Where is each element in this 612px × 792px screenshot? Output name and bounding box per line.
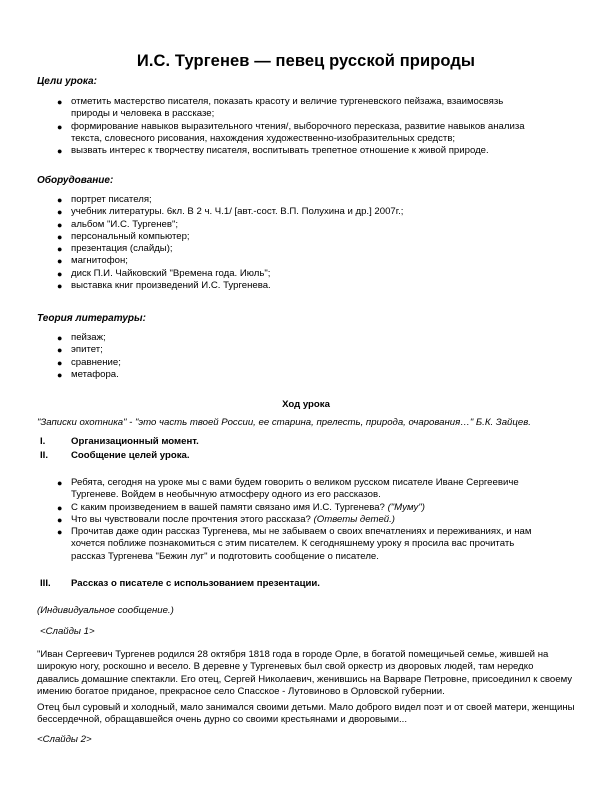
bullet-icon: ● <box>57 207 63 218</box>
equipment-list <box>0 194 533 292</box>
document-page: И.С. Тургенев — певец русской природы Цели урока: ● отметить мастерство писателя, показать красоту и величие тургеневского пейзажа, взаимосвязь природы и человека в рассказе; ● формирование навыков выразительного чтения/, выборочного пересказа, развитие навыков анализа текста, словесного рисования, нахождения художественно-изобразительных средств; ● вызвать интерес к творчеству писателя, воспитывать трепетное отношение к живой природе. Оборудование: ● портрет писателя; ● учебник литературы. 6кл. В 2 ч. Ч.1/ [авт.-сост. В.П. Полухина и др.] 2007г.; ● альбом "И.С. Тургенев"; ● персональный компьютер; ● презентация (слайды); ● магнитофон; ● диск П.И. Чайковский "Времена года. Июль"; ● выставка книг произведений И.С. Тургенева. Теория литературы: ● пейзаж; ● эпитет; ● сравнение; ● метафора. Ход урока "Записки охотника" - "это часть твоей России, ее старина, прелесть, природа, очарования…" Б.К. Зайцев. I. Организационный момент. II. Сообщение целей урока. ● Ребята, сегодня на уроке мы с вами будем говорить о великом русском писателе Иване Сергеевиче Тургеневе. Войдем в необычную атмосферу одного из его рассказов. ● С каким произведением в вашей памяти связано имя И.С. Тургенева? ("Муму") ● Что вы чувствовали после прочтения этого рассказа? (Ответы детей.) ● Прочитав даже один рассказ Тургенева, мы не забываем о своих впечатлениях и переживаниях, и нам хочется поближе познакомиться с этим писателем. К сегодняшнему уроку я просила вас прочитать рассказ Тургенева "Бежин луг" и подготовить сообщение о писателе. III. Рассказ о писателе с использованием презентации. (Индивидуальное сообщение.) <Слайды 1> "Иван Сергеевич Тургенев родился 28 октября 1818 года в городе Орле, в богатой помещичьей семье, жившей на широкую ногу, роскошно и весело. В деревне у Тургеневых был свой оркестр из дворовых людей, там нередко давались домашние спектакли. Его отец, Сергей Николаевич, женившись на Варваре Петровне, присоединил к своему имению богатое приданое, прекрасное село Спасское - Лутовиново в Орловской губернии. Отец был суровый и холодный, мало занимался своими детьми. Мало доброго видел поэт и от своей матери, женщины бессердечной, обращавшейся очень дурно со своими крестьянами и дворовыми... <Слайды 2> <box>0 0 612 792</box>
theory-heading: Теория литературы: <box>37 313 146 324</box>
bullet-icon: ● <box>57 244 63 255</box>
theory-list <box>0 332 533 381</box>
equipment-heading: Оборудование: <box>37 175 114 186</box>
bullet-icon: ● <box>57 256 63 267</box>
list-item: ● альбом "И.С. Тургенев"; <box>57 218 179 230</box>
teacher-talk-list <box>0 477 533 563</box>
goals-list <box>0 96 533 157</box>
epigraph: "Записки охотника" - "это часть твоей России, ее старина, прелесть, природа, очарования…" Б.К. Зайцев. <box>37 417 531 428</box>
lesson-heading: Ход урока <box>282 399 330 410</box>
list-item: ● формирование навыков выразительного чтения/, выборочного пересказа, развитие навыков анализа текста, словесного рисования, нахождения художественно-изобразительных средств; <box>57 120 525 144</box>
bullet-icon: ● <box>57 195 63 205</box>
bullet-icon: ● <box>57 268 63 279</box>
bullet-icon: ● <box>57 219 63 230</box>
list-item: ● сравнение; <box>57 356 121 368</box>
list-item: ● презентация (слайды); <box>57 243 173 255</box>
biography-paragraph: "Иван Сергеевич Тургенев родился 28 октября 1818 года в городе Орле, в богатой помещичьей семье, жившей на широкую ногу, роскошно и весело. В деревне у Тургеневых был свой оркестр из дворовых людей, там нередко давались домашние спектакли. Его отец, Сергей Николаевич, женившись на Варваре Петровне, присоединил к своему имению богатое приданое, прекрасное село Спасское - Лутовиново в Орловской губернии. <box>37 649 573 697</box>
goals-heading: Цели урока: <box>37 76 97 87</box>
bullet-icon: ● <box>57 527 63 538</box>
bullet-icon: ● <box>57 97 63 107</box>
list-item: ● отметить мастерство писателя, показать красоту и величие тургеневского пейзажа, взаимосвязь природы и человека в рассказе; <box>57 96 504 120</box>
bullet-icon: ● <box>57 121 63 132</box>
slide-ref: <Слайды 1> <box>40 626 95 637</box>
bullet-icon: ● <box>57 502 63 513</box>
list-item: ● магнитофон; <box>57 255 128 267</box>
bullet-icon: ● <box>57 345 63 356</box>
list-item: ● выставка книг произведений И.С. Тургенева. <box>57 280 271 292</box>
bullet-icon: ● <box>57 369 63 380</box>
bullet-icon: ● <box>57 146 63 157</box>
list-item: ● С каким произведением в вашей памяти связано имя И.С. Тургенева? ("Муму") <box>57 501 425 513</box>
list-item: ● персональный компьютер; <box>57 230 190 242</box>
list-item: ● пейзаж; <box>57 332 106 343</box>
list-item: ● учебник литературы. 6кл. В 2 ч. Ч.1/ [авт.-сост. В.П. Полухина и др.] 2007г.; <box>57 206 404 218</box>
list-item: ● портрет писателя; <box>57 194 152 205</box>
bullet-icon: ● <box>57 357 63 368</box>
bullet-icon: ● <box>57 231 63 242</box>
page-title: И.С. Тургенев — певец русской природы <box>136 52 476 70</box>
list-item: ● эпитет; <box>57 344 103 356</box>
bullet-icon: ● <box>57 333 63 343</box>
list-item: ● вызвать интерес к творчеству писателя, воспитывать трепетное отношение к живой природе. <box>57 145 489 157</box>
bullet-icon: ● <box>57 281 63 292</box>
bullet-icon: ● <box>57 478 63 488</box>
list-item: ● Ребята, сегодня на уроке мы с вами будем говорить о великом русском писателе Иване Сергеевиче Тургеневе. Войдем в необычную атмосферу одного из его рассказов. <box>57 477 519 501</box>
list-item: ● Прочитав даже один рассказ Тургенева, мы не забываем о своих впечатлениях и переживаниях, и нам хочется поближе познакомиться с этим писателем. К сегодняшнему уроку я просила вас прочитать рассказ Тургенева "Бежин луг" и подготовить сообщение о писателе. <box>57 526 532 562</box>
biography-paragraph: Отец был суровый и холодный, мало занимался своими детьми. Мало доброго видел поэт и от своей матери, женщины бессердечной, обращавшейся очень дурно со своими крестьянами и дворовыми... <box>37 702 575 726</box>
list-item: ● метафора. <box>57 368 119 380</box>
bullet-icon: ● <box>57 514 63 525</box>
slide-ref: <Слайды 2> <box>37 734 92 745</box>
list-item: ● Что вы чувствовали после прочтения этого рассказа? (Ответы детей.) <box>57 513 395 525</box>
list-item: ● диск П.И. Чайковский "Времена года. Июль"; <box>57 267 271 279</box>
individual-note: (Индивидуальное сообщение.) <box>37 605 174 616</box>
